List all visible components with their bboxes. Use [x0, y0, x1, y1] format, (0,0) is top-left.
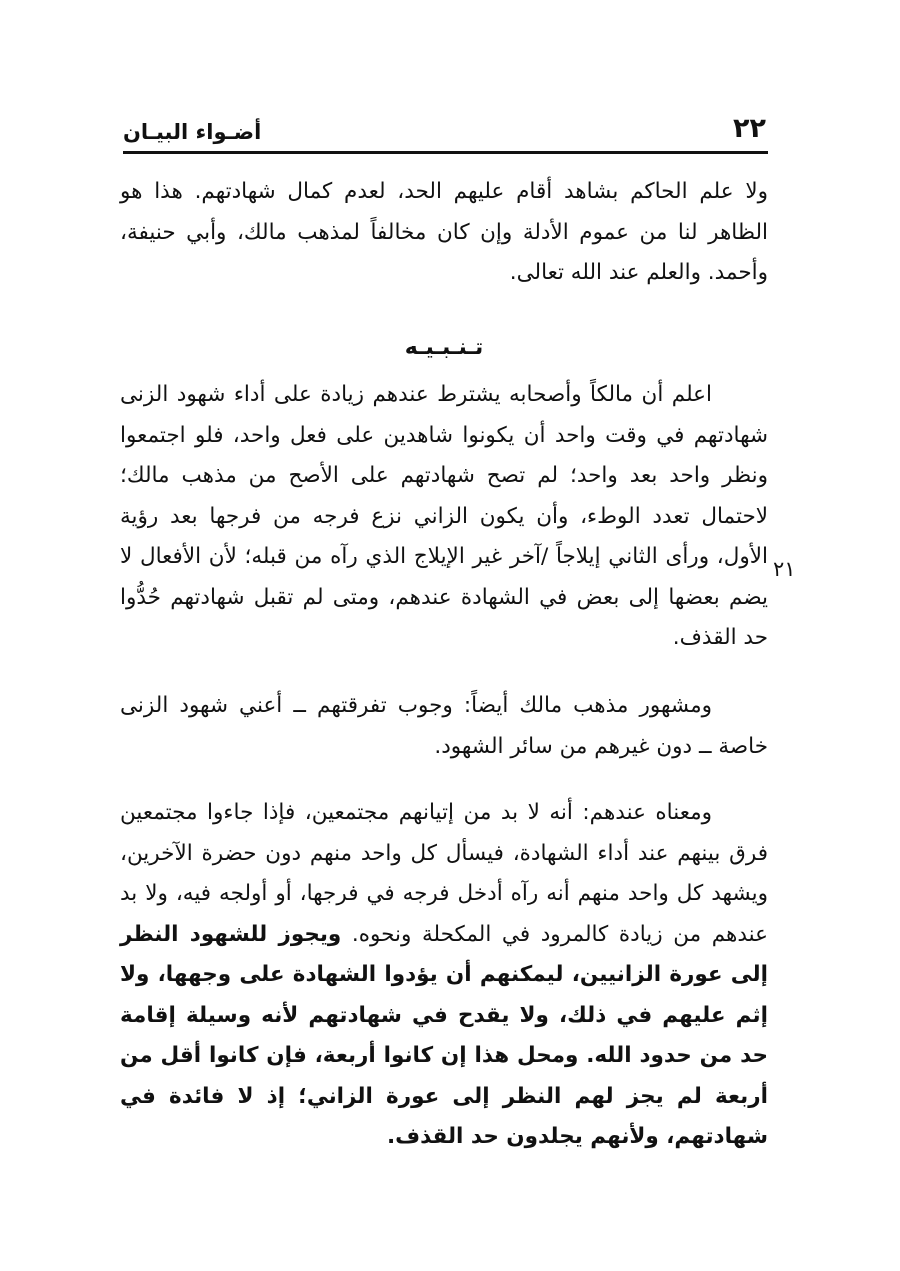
intro-block — [120, 172, 768, 294]
margin-page-marker: ٢١ — [773, 557, 796, 581]
paragraph-1: اعلم أن مالكاً وأصحابه يشترط عندهم زيادة على أداء شهود الزنى شهادتهم في وقت واحد أن يكونوا شاهدين على فعل واحد، فلو اجتمعوا ونظر واحد بعد واحد؛ لم تصح شهادتهم على الأصح من مذهب مالك؛ لاحتمال تعدد الوطء، وأن يكون الزاني نزع فرجه من فرجها بعد رؤية الأول، ورأى الثاني إيلاجاً /آخر غير الإيلاج الذي رآه من قبله؛ لأن الأفعال لا يضم بعضها إلى بعض في الشهادة عندهم، ومتى لم تقبل شهادتهم حُدُّوا حد القذف. — [120, 382, 768, 650]
page-number: ٢٢ — [733, 113, 766, 144]
intro-paragraph: ولا علم الحاكم بشاهد أقام عليهم الحد، لعدم كمال شهادتهم. هذا هو الظاهر لنا من عموم الأدلة وإن كان مخالفاً لمذهب مالك، وأبي حنيفة، وأحمد. والعلم عند الله تعالى. — [120, 179, 768, 285]
paragraph-3-text: ومعناه عندهم: أنه لا بد من إتيانهم مجتمعين، فإذا جاءوا مجتمعين فرق بينهم عند أداء الشهادة، فيسأل كل واحد منهم دون حضرة الآخرين، ويشهد كل واحد منهم أنه رآه أدخل فرجه في فرجها، أو أولجه فيه، ولا بد عندهم من زيادة كالمرود في المكحلة ونحوه. — [120, 800, 769, 947]
paragraph-2: ومشهور مذهب مالك أيضاً: وجوب تفرقتهم ــ أعني شهود الزنى خاصة ــ دون غيرهم من سائر الشهود. — [120, 693, 768, 759]
paragraph-block-1 — [120, 375, 768, 659]
header-rule — [123, 151, 768, 154]
paragraph-3 — [120, 793, 768, 1158]
paragraph-3-bold-text: ويجوز للشهود النظر إلى عورة الزانيين، ليمكنهم أن يؤدوا الشهادة على وجهها، ولا إثم عليهم في ذلك، ولا يقدح في شهادتهم لأنه وسيلة إقامة حد من حدود الله. ومحل هذا إن كانوا أربعة، فإن كانوا أقل من أربعة لم يجز لهم النظر إلى عورة الزاني؛ إذ لا فائدة في شهادتهم، ولأنهم يجلدون حد القذف. — [120, 921, 768, 1149]
paragraph-block-3 — [120, 793, 768, 1158]
paragraph-block-2 — [120, 686, 768, 767]
section-heading: تـنـبـيـه — [404, 335, 484, 360]
running-title: أضـواء البيـان — [123, 120, 262, 144]
page-header — [123, 108, 768, 154]
